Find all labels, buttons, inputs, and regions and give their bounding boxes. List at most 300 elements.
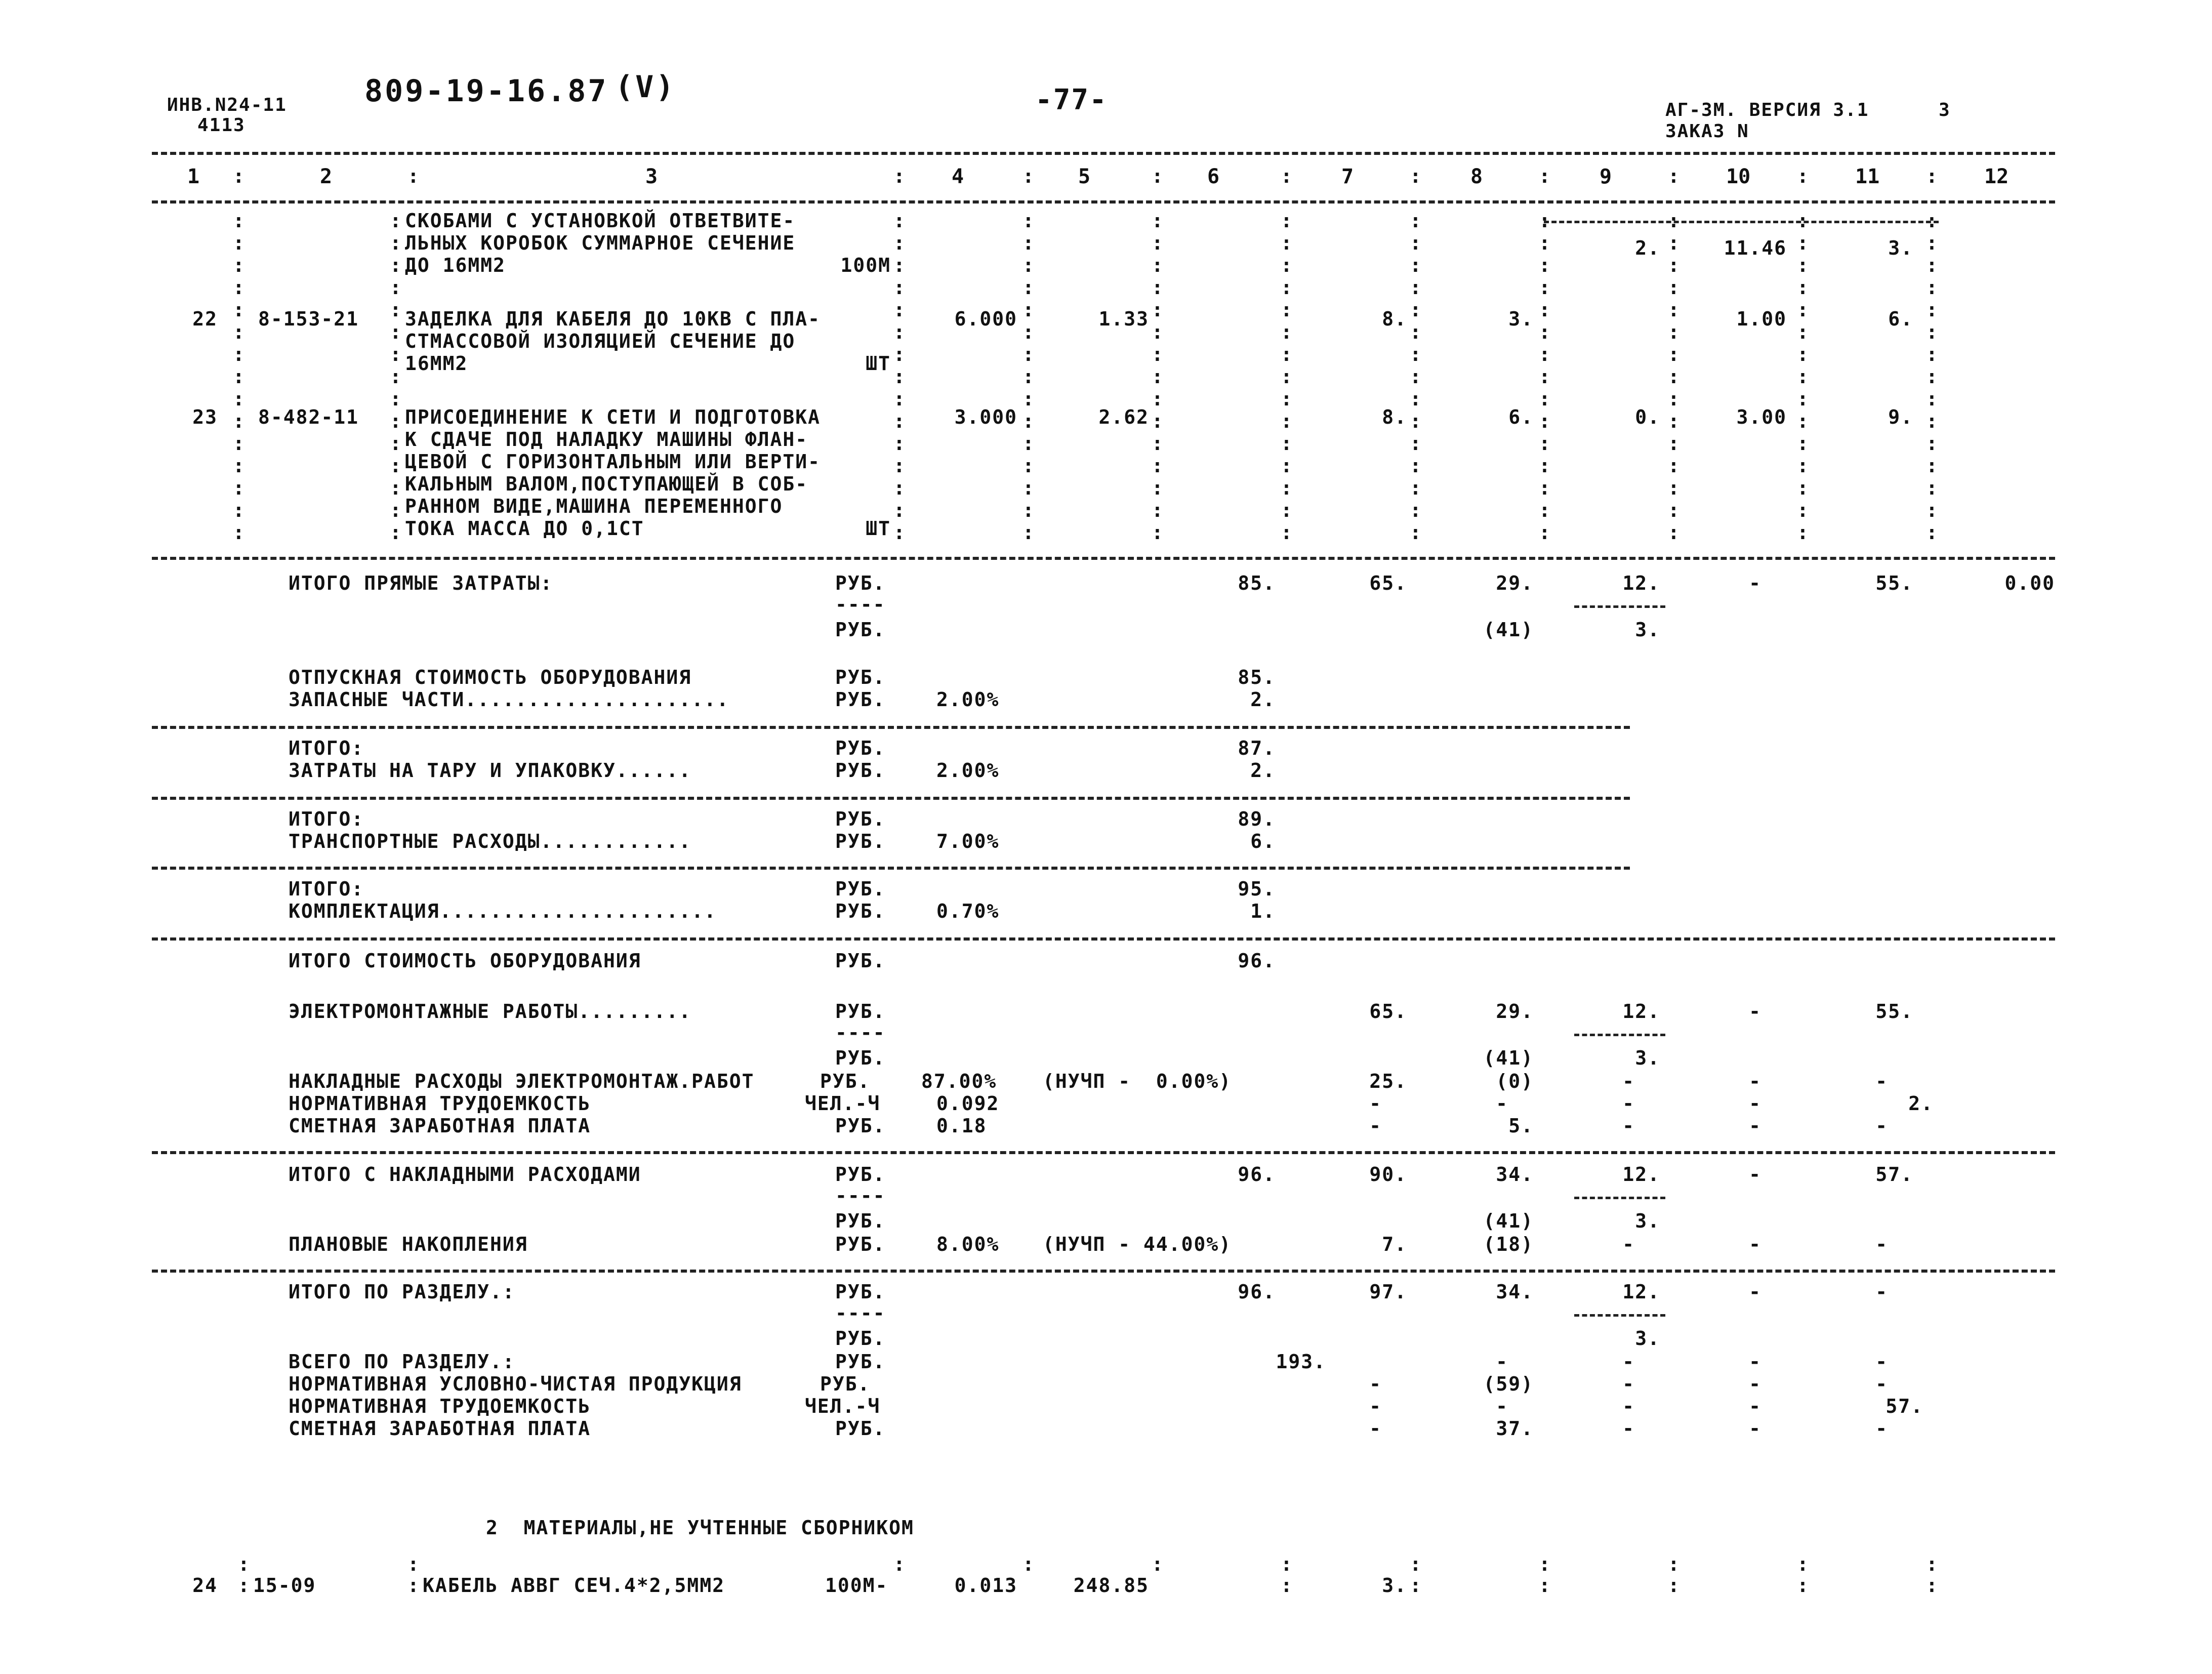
cell-c9: 12. [1622,1281,1660,1303]
summary-unit: РУБ. [835,572,886,594]
row-number: 22 [192,308,218,330]
col-header-7: 7 [1341,165,1354,188]
column-separator: : [893,299,905,321]
cell-c7: - [1369,1373,1382,1395]
sub-dash: ---- [835,1185,886,1207]
col-header-6: 6 [1207,165,1220,188]
column-separator: : [1926,477,1938,499]
summary-percent: 8.00% [936,1233,1000,1255]
column-separator: : [1022,455,1034,477]
sub-rule [1574,605,1665,608]
column-separator: : [1152,276,1163,299]
cell-c9: 12. [1622,1163,1660,1186]
column-separator: : [893,477,905,499]
column-separator: : [233,232,244,254]
col-header-3: 3 [645,165,658,188]
cell-c7: 8. [1382,308,1407,330]
column-separator: : [390,499,401,521]
column-separator: : [1152,388,1163,410]
cell-c12: 2. [1908,1092,1934,1115]
cell-c8: (59) [1483,1373,1534,1395]
summary-unit: ЧЕЛ.-Ч [805,1395,881,1417]
row-unit: ШТ [866,517,891,540]
col-header-9: 9 [1600,165,1612,188]
column-separator: : [1281,276,1292,299]
cell-c9: 0. [1635,406,1660,428]
column-separator: : [1539,276,1550,299]
column-separator: : [893,254,905,276]
column-separator: : [1281,343,1292,365]
page-number: -77- [1035,84,1108,116]
column-separator: : [1926,276,1938,299]
column-separator: : [1539,477,1550,499]
summary-unit: РУБ. [835,1233,886,1255]
summary-unit: РУБ. [835,1351,886,1373]
cell-c9: 3. [1635,1327,1660,1350]
column-separator: : [893,343,905,365]
column-separator: : [1022,254,1034,276]
cell-c9: 12. [1622,1000,1660,1023]
summary-label: ИТОГО ПО РАЗДЕЛУ.: [289,1281,515,1303]
row-text-line: СТМАССОВОЙ ИЗОЛЯЦИЕЙ СЕЧЕНИЕ ДО [405,330,796,352]
column-separator: : [1797,210,1809,232]
cell-c4: 0.013 [954,1574,1017,1597]
column-separator: : [1410,299,1421,321]
column-separator: : [1668,276,1680,299]
cell-c10: - [1749,1163,1762,1186]
column-separator: : [233,210,244,232]
cell-c7: - [1369,1092,1382,1115]
cell-c11: - [1875,1070,1888,1092]
summary-label: ИТОГО С НАКЛАДНЫМИ РАСХОДАМИ [289,1163,641,1186]
column-separator: : [1668,1574,1680,1597]
cell-c6: 89. [1238,808,1276,830]
section-rule [152,797,1630,800]
column-separator: : [1926,455,1938,477]
column-separator: : [1926,365,1938,388]
cell-c9: 3. [1635,1210,1660,1232]
cell-c11: 57. [1875,1163,1913,1186]
cell-c11: 55. [1875,572,1913,594]
cell-c9: 2. [1635,237,1660,259]
column-separator: : [233,276,244,299]
column-separator: : [893,321,905,343]
column-separator: : [1797,1574,1809,1597]
section-rule [152,726,1630,729]
cell-c7: - [1369,1115,1382,1137]
row-number: 23 [192,406,218,428]
column-separator: : [1668,455,1680,477]
row-code: 15-09 [253,1574,316,1597]
column-separator: : [1797,343,1809,365]
column-separator: : [1410,210,1421,232]
column-separator: : [1668,343,1680,365]
col-header-11: 11 [1855,165,1880,188]
summary-label: НОРМАТИВНАЯ ТРУДОЕМКОСТЬ [289,1395,591,1417]
summary-unit: РУБ. [835,1210,886,1232]
cell-c5: 2.62 [1098,406,1149,428]
row-text-line: ТОКА МАССА ДО 0,1СТ [405,517,644,540]
column-separator: : [233,432,244,455]
sub-rule [1544,221,1939,223]
row-text-line: ЛЬНЫХ КОРОБОК СУММАРНОЕ СЕЧЕНИЕ [405,232,796,254]
summary-unit: РУБ. [835,1115,886,1137]
column-separator: : [1022,299,1034,321]
cell-c12: 0.00 [2004,572,2055,594]
column-separator: : [233,388,244,410]
cell-c9: 3. [1635,1047,1660,1069]
summary-unit: ЧЕЛ.-Ч [805,1092,881,1115]
column-separator: : [1281,432,1292,455]
column-separator: : [893,365,905,388]
column-separator: : [1926,254,1938,276]
summary-unit: РУБ. [835,1417,886,1440]
column-separator: : [1281,499,1292,521]
column-separator: : [390,455,401,477]
column-separator: : [1926,499,1938,521]
column-separator: : [1668,499,1680,521]
cell-c8: (41) [1483,1047,1534,1069]
column-separator: : [1410,499,1421,521]
column-separator: : [390,521,401,544]
cell-c11: - [1875,1281,1888,1303]
order-label: ЗАКАЗ N [1665,121,1749,142]
row-unit: 100М- [825,1574,888,1597]
column-separator: : [1410,477,1421,499]
column-separator: : [1797,254,1809,276]
cell-c8: - [1496,1092,1508,1115]
cell-c7: 65. [1369,1000,1407,1023]
cell-c10: 3.00 [1736,406,1787,428]
column-separator: : [1410,388,1421,410]
column-separator: : [893,276,905,299]
column-separator: : [893,455,905,477]
row-text-line: ЦЕВОЙ С ГОРИЗОНТАЛЬНЫМ ИЛИ ВЕРТИ- [405,451,821,473]
column-separator: : [233,321,244,343]
column-separator: : [1797,455,1809,477]
cell-c11: - [1875,1373,1888,1395]
column-separator: : [1668,432,1680,455]
summary-label: НАКЛАДНЫЕ РАСХОДЫ ЭЛЕКТРОМОНТАЖ.РАБОТ [289,1070,755,1092]
column-separator: : [1926,521,1938,544]
column-separator: : [1022,477,1034,499]
cell-c10: - [1749,1373,1762,1395]
cell-c10: - [1749,1281,1762,1303]
cell-c7: 65. [1369,572,1407,594]
column-separator: : [1668,477,1680,499]
sub-dash: ---- [835,1302,886,1324]
column-separator: : [1410,232,1421,254]
summary-unit: РУБ. [835,808,886,830]
sub-rule [1574,1197,1665,1199]
version-tail: 3 [1939,100,1951,120]
summary-label: ТРАНСПОРТНЫЕ РАСХОДЫ............ [289,830,692,852]
cell-c10: 11.46 [1724,237,1787,259]
column-separator: : [893,232,905,254]
cell-c10: - [1749,1070,1762,1092]
cell-c11: 9. [1888,406,1913,428]
column-separator: : [1281,321,1292,343]
column-separator: : [1668,254,1680,276]
cell-c11: 3. [1888,237,1913,259]
cell-c8: 5. [1508,1115,1534,1137]
column-separator: : [1410,254,1421,276]
column-separator: : [1539,455,1550,477]
summary-label: ВСЕГО ПО РАЗДЕЛУ.: [289,1351,515,1373]
column-separator: : [1022,210,1034,232]
column-separator: : [1539,1553,1550,1575]
summary-unit: РУБ. [835,1000,886,1023]
materials-title: 2 МАТЕРИАЛЫ,НЕ УЧТЕННЫЕ СБОРНИКОМ [486,1517,914,1539]
column-separator: : [893,499,905,521]
column-separator: : [233,343,244,365]
column-separator: : [390,365,401,388]
col-header-5: 5 [1078,165,1091,188]
section-rule [152,1151,2055,1154]
summary-unit: РУБ. [835,737,886,759]
column-separator: : [1410,321,1421,343]
cell-c11: - [1875,1417,1888,1440]
summary-percent: 2.00% [936,759,1000,782]
row-code: 8-482-11 [258,406,359,428]
cell-c9: - [1622,1092,1635,1115]
column-separator: : [1410,521,1421,544]
summary-label: НОРМАТИВНАЯ УСЛОВНО-ЧИСТАЯ ПРОДУКЦИЯ [289,1373,742,1395]
column-separator: : [390,388,401,410]
cell-c8: 37. [1496,1417,1534,1440]
cell-c11: - [1875,1351,1888,1373]
column-separator: : [1539,432,1550,455]
summary-unit: РУБ. [835,900,886,922]
row-text-line: ПРИСОЕДИНЕНИЕ К СЕТИ И ПОДГОТОВКА [405,406,821,428]
cell-c11: 6. [1888,308,1913,330]
column-separator: : [1152,365,1163,388]
cell-c6: 96. [1238,1163,1276,1186]
cell-c7: 3. [1382,1574,1407,1597]
summary-unit: РУБ. [835,1327,886,1350]
cell-c10: - [1749,1092,1762,1115]
column-separator: : [1926,232,1938,254]
cell-c6: 2. [1250,759,1276,782]
column-separator: : [1281,521,1292,544]
cell-c10: - [1749,1351,1762,1373]
program-version: АГ-3М. ВЕРСИЯ 3.1 [1665,100,1869,120]
column-separator: : [1281,1574,1292,1597]
column-separator: : [893,210,905,232]
cell-c4: 6.000 [954,308,1017,330]
column-separator: : [1797,477,1809,499]
column-separator: : [1281,299,1292,321]
sub-dash: ---- [835,593,886,616]
cell-c6: 193. [1276,1351,1326,1373]
column-separator: : [233,521,244,544]
column-separator: : [1410,455,1421,477]
summary-unit: РУБ. [835,878,886,900]
cell-c11: 55. [1875,1000,1913,1023]
sub-dash: ---- [835,1022,886,1044]
column-separator: : [1022,499,1034,521]
column-separator: : [1152,210,1163,232]
col-header-2: 2 [320,165,333,188]
header-bottom-rule [152,200,2055,203]
cell-c4: 3.000 [954,406,1017,428]
summary-label: ПЛАНОВЫЕ НАКОПЛЕНИЯ [289,1233,528,1255]
summary-label: ИТОГО СТОИМОСТЬ ОБОРУДОВАНИЯ [289,950,641,972]
column-separator: : [1539,232,1550,254]
column-separator: : [1926,410,1938,432]
summary-label: СМЕТНАЯ ЗАРАБОТНАЯ ПЛАТА [289,1115,591,1137]
summary-percent: 0.70% [936,900,1000,922]
cell-c8: 29. [1496,572,1534,594]
cell-c9: - [1622,1351,1635,1373]
summary-label: ОТПУСКНАЯ СТОИМОСТЬ ОБОРУДОВАНИЯ [289,666,692,688]
cell-c10: - [1749,1417,1762,1440]
column-separator: : [1668,299,1680,321]
column-separator: : [233,499,244,521]
summary-unit: РУБ. [820,1070,871,1092]
column-separator: : [1022,321,1034,343]
sub-rule [1574,1314,1665,1317]
column-separator: : [1926,343,1938,365]
column-separator: : [390,321,401,343]
row-unit: 100М [840,254,891,276]
summary-label: ЗАПАСНЫЕ ЧАСТИ..................... [289,688,729,711]
row-text-line: ЗАДЕЛКА ДЛЯ КАБЕЛЯ ДО 10КВ С ПЛА- [405,308,821,330]
summary-unit: РУБ. [835,759,886,782]
column-separator: : [1022,343,1034,365]
column-separator: : [1281,232,1292,254]
column-separator: : [1926,1574,1938,1597]
col-header-10: 10 [1726,165,1751,188]
estimate-page: ИНВ.N24-11 4113 809-19-16.87 (V) -77- АГ-3М. ВЕРСИЯ 3.1 3 ЗАКАЗ N 1 2 3 4 5 6 7 8 9 10 11 12 : : : : : : : : : : : СКОБАМИ С УСТАНОВКОЙ ОТВЕТВИТЕ- ЛЬНЫХ КОРОБОК СУММАРНОЕ СЕЧЕНИЕ ДО 16ММ2 100М 2. 11.46 3. 22 8-153-21 ЗАДЕЛКА ДЛЯ КАБЕЛЯ ДО 10КВ С ПЛА- СТМАССОВОЙ ИЗОЛЯЦИЕЙ СЕЧЕНИЕ ДО 16ММ2 ШТ 6.000 1.33 8. 3. 1.00 6. 23 8-482-11 ПРИСОЕДИНЕНИЕ К СЕТИ И ПОДГОТОВКА К СДАЧЕ ПОД НАЛАДКУ МАШИНЫ ФЛАН- ЦЕВОЙ С ГОРИЗОНТАЛЬНЫМ ИЛИ ВЕРТИ- КАЛЬНЫМ ВАЛОМ,ПОСТУПАЮЩЕЙ В СОБ- РАННОМ ВИДЕ,МАШИНА ПЕРЕМЕННОГО ТОКА МАССА ДО 0,1СТ ШТ 3.000 2.62 8. 6. 0. 3.00 9. : : : : : : : : : : : : : : : : : : : : : : : : : : : : : : : : : : : : : : : : : : : : : : : : : : : : : : : : : : : : : : : : : : : : : : : : : : : : : : : : : : : : : : : : : : : : : : : : : : : : : : : : : : : : : : : : : : : : : : : : : : : : : : : : : : : : : : : : : : : : : : : : : : : : : : : : : : : : : : : : : : : : : ИТОГО ПРЯМЫЕ ЗАТРАТЫ: РУБ. 85. 65. 29. 12. - 55. 0.00 ---- РУБ. (41) 3. ОТПУСКНАЯ СТОИМОСТЬ ОБОРУДОВАНИЯ РУБ. 85. ЗАПАСНЫЕ ЧАСТИ..................... РУБ. 2.00% 2. ИТОГО: РУБ. 87. ЗАТРАТЫ НА ТАРУ И УПАКОВКУ...... РУБ. 2.00% 2. ИТОГО: РУБ. 89. ТРАНСПОРТНЫЕ РАСХОДЫ............ РУБ. 7.00% 6. ИТОГО: РУБ. 95. КОМПЛЕКТАЦИЯ...................... РУБ. 0.70% 1. ИТОГО СТОИМОСТЬ ОБОРУДОВАНИЯ РУБ. 96. ЭЛЕКТРОМОНТАЖНЫЕ РАБОТЫ......... РУБ. 65. 29. 12. - 55. ---- РУБ. (41) 3. НАКЛАДНЫЕ РАСХОДЫ ЭЛЕКТРОМОНТАЖ.РАБОТ РУБ. 87.00% (НУЧП - 0.00%) 25. (0) - - - НОРМАТИВНАЯ ТРУДОЕМКОСТЬ ЧЕЛ.-Ч 0.092 - - - - 2. СМЕТНАЯ ЗАРАБОТНАЯ ПЛАТА РУБ. 0.18 - 5. - - - ИТОГО С НАКЛАДНЫМИ РАСХОДАМИ РУБ. 96. 90. 34. 12. - 57. ---- РУБ. (41) 3. ПЛАНОВЫЕ НАКОПЛЕНИЯ РУБ. 8.00% (НУЧП - 44.00%) 7. (18) - - - ИТОГО ПО РАЗДЕЛУ.: РУБ. 96. 97. 34. 12. - - ---- РУБ. 3. ВСЕГО ПО РАЗДЕЛУ.: РУБ. 193. - - - - НОРМАТИВНАЯ УСЛОВНО-ЧИСТАЯ ПРОДУКЦИЯ РУБ. - (59) - - - НОРМАТИВНАЯ ТРУДОЕМКОСТЬ ЧЕЛ.-Ч - - - - 57. СМЕТНАЯ ЗАРАБОТНАЯ ПЛАТА РУБ. - 37. - - - 2 МАТЕРИАЛЫ,НЕ УЧТЕННЫЕ СБОРНИКОМ : : : : : 24 : 15-09 : КАБЕЛЬ АВВГ СЕЧ.4*2,5ММ2 100М- 0.013 248.85 3. : : : : : : : : : : : : [0,0,2212,1674]
column-separator: : [1152,455,1163,477]
cell-c8: (18) [1483,1233,1534,1255]
summary-label: СМЕТНАЯ ЗАРАБОТНАЯ ПЛАТА [289,1417,591,1440]
column-separator: : [1668,1553,1680,1575]
cell-c9: - [1622,1395,1635,1417]
cell-c9: - [1622,1115,1635,1137]
column-separator: : [1281,455,1292,477]
column-separator: : [390,432,401,455]
sub-rule [1574,1034,1665,1036]
cell-c7: - [1369,1417,1382,1440]
column-separator: : [1022,276,1034,299]
column-separator: : [1152,410,1163,432]
cell-c6: 6. [1250,830,1276,852]
cell-c8: 29. [1496,1000,1534,1023]
column-separator: : [1797,365,1809,388]
header-top-rule [152,152,2055,155]
column-separator: : [1926,299,1938,321]
column-separator: : [1797,521,1809,544]
cell-c6: 96. [1238,950,1276,972]
section-rule [152,557,2055,560]
column-separator: : [233,410,244,432]
column-separator: : [1539,1574,1550,1597]
cell-c6: 87. [1238,737,1276,759]
col-header-12: 12 [1984,165,2009,188]
cell-c7: 25. [1369,1070,1407,1092]
cell-c9: - [1622,1233,1635,1255]
column-separator: : [1539,343,1550,365]
summary-percent: 7.00% [936,830,1000,852]
column-separator: : [1539,365,1550,388]
summary-label: ИТОГО ПРЯМЫЕ ЗАТРАТЫ: [289,572,553,594]
summary-value: 0.092 [936,1092,1000,1115]
column-separator: : [1668,521,1680,544]
column-separator: : [1668,210,1680,232]
column-separator: : [1281,477,1292,499]
cell-c8: (0) [1496,1070,1534,1092]
column-separator: : [1152,321,1163,343]
cell-c8: - [1496,1351,1508,1373]
column-separator: : [233,455,244,477]
cell-c6: 85. [1238,666,1276,688]
column-separator: : [893,521,905,544]
cell-c11: - [1875,1233,1888,1255]
column-separator: : [233,299,244,321]
column-separator: : [1797,432,1809,455]
summary-nuchp: (НУЧП - 0.00%) [1043,1070,1232,1092]
column-separator: : [1410,432,1421,455]
cell-c11: - [1875,1115,1888,1137]
row-text-line: КАЛЬНЫМ ВАЛОМ,ПОСТУПАЮЩЕЙ В СОБ- [405,473,808,495]
cell-c10: - [1749,1233,1762,1255]
section-rule [152,867,1630,870]
column-separator: : [1152,521,1163,544]
column-separator: : [1926,388,1938,410]
column-separator: : [1152,299,1163,321]
column-separator: : [1539,254,1550,276]
column-separator: : [1152,343,1163,365]
row-text-line: РАННОМ ВИДЕ,МАШИНА ПЕРЕМЕННОГО [405,495,783,517]
cell-c9: - [1622,1417,1635,1440]
column-separator: : [1926,210,1938,232]
summary-percent: 87.00% [921,1070,997,1092]
cell-c9: 12. [1622,572,1660,594]
column-separator: : [1539,321,1550,343]
cell-c8: (41) [1483,1210,1534,1232]
column-separator: : [1022,365,1034,388]
column-separator: : [893,388,905,410]
summary-label: ИТОГО: [289,878,364,900]
column-separator: : [1281,210,1292,232]
summary-unit: РУБ. [835,619,886,641]
col-header-4: 4 [952,165,964,188]
column-separator: : [1926,432,1938,455]
summary-value: 0.18 [936,1115,987,1137]
row-text-line: ДО 16ММ2 [405,254,506,276]
column-separator: : [1797,299,1809,321]
cell-c6: 96. [1238,1281,1276,1303]
column-separator: : [1281,388,1292,410]
cell-c5: 1.33 [1098,308,1149,330]
cell-c10: 1.00 [1736,308,1787,330]
summary-unit: РУБ. [835,830,886,852]
column-separator: : [1539,210,1550,232]
cell-c9: - [1622,1070,1635,1092]
project-suffix: (V) [615,69,676,105]
column-separator: : [1281,1553,1292,1575]
column-separator: : [390,276,401,299]
cell-c6: 1. [1250,900,1276,922]
cell-c10: - [1749,572,1762,594]
cell-c7: 7. [1382,1233,1407,1255]
column-separator: : [1410,365,1421,388]
section-rule [152,937,2055,941]
summary-unit: РУБ. [820,1373,871,1395]
summary-unit: РУБ. [835,666,886,688]
